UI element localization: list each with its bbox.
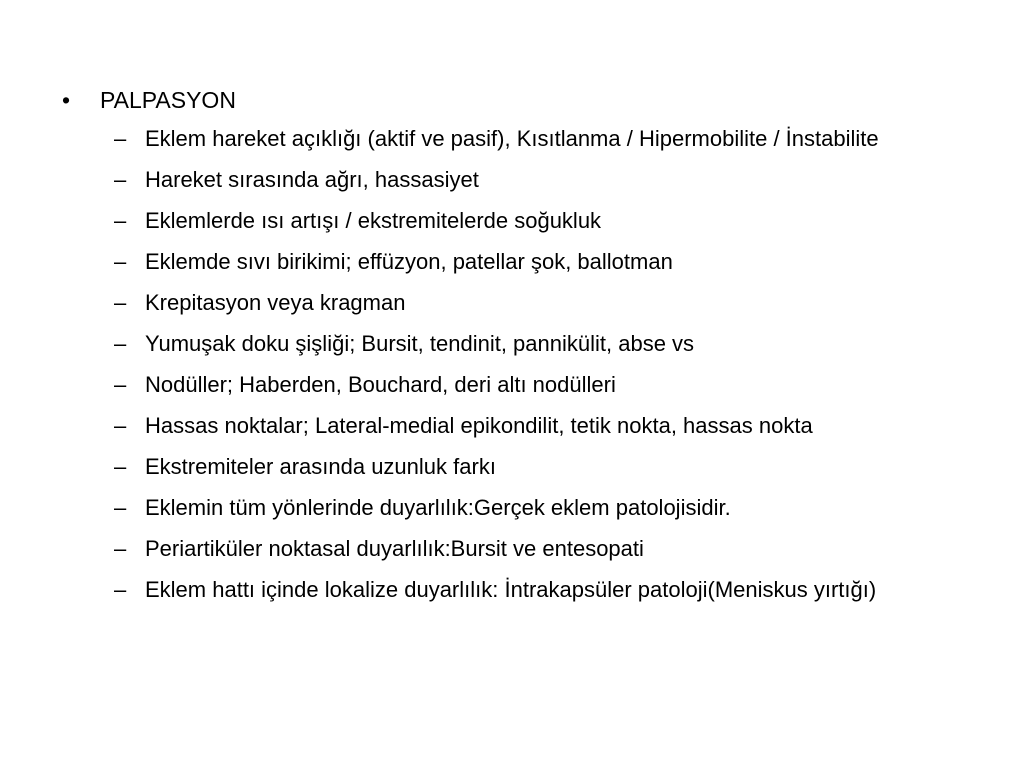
list-item bbox=[114, 327, 962, 361]
dash-icon: – bbox=[114, 372, 127, 397]
list-item bbox=[114, 368, 962, 402]
list-item-text: Eklemde sıvı birikimi; effüzyon, patellar şok, ballotman bbox=[145, 249, 673, 274]
dash-icon: – bbox=[114, 536, 127, 561]
list-item bbox=[114, 286, 962, 320]
dash-icon: – bbox=[114, 249, 127, 274]
list-item bbox=[114, 122, 962, 156]
list-item-text: Eklem hareket açıklığı (aktif ve pasif), Kısıtlanma / Hipermobilite / İnstabilite bbox=[145, 126, 879, 151]
list-item-text: Periartiküler noktasal duyarlılık:Bursit ve entesopati bbox=[145, 536, 644, 561]
list-item bbox=[114, 409, 962, 443]
list-item-text: Hareket sırasında ağrı, hassasiyet bbox=[145, 167, 479, 192]
top-bullet-item bbox=[62, 86, 962, 114]
list-item bbox=[114, 245, 962, 279]
list-item bbox=[114, 532, 962, 566]
dash-icon: – bbox=[114, 495, 127, 520]
list-item bbox=[114, 491, 962, 525]
bullet-icon: • bbox=[62, 87, 71, 113]
list-item-text: Ekstremiteler arasında uzunluk farkı bbox=[145, 454, 496, 479]
dash-icon: – bbox=[114, 126, 127, 151]
dash-icon: – bbox=[114, 413, 127, 438]
list-item-text: Eklemin tüm yönlerinde duyarlılık:Gerçek eklem patolojisidir. bbox=[145, 495, 731, 520]
list-item bbox=[114, 450, 962, 484]
dash-icon: – bbox=[114, 167, 127, 192]
sub-bullet-list bbox=[62, 122, 962, 607]
list-item bbox=[114, 163, 962, 197]
list-item bbox=[114, 573, 962, 607]
dash-icon: – bbox=[114, 577, 127, 602]
list-item-text: Yumuşak doku şişliği; Bursit, tendinit, pannikülit, abse vs bbox=[145, 331, 695, 356]
dash-icon: – bbox=[114, 208, 127, 233]
dash-icon: – bbox=[114, 454, 127, 479]
list-item-text: Hassas noktalar; Lateral-medial epikondilit, tetik nokta, hassas nokta bbox=[145, 413, 813, 438]
list-item bbox=[114, 204, 962, 238]
list-item-text: Krepitasyon veya kragman bbox=[145, 290, 406, 315]
bullet-list bbox=[62, 86, 962, 614]
section-heading: PALPASYON bbox=[100, 87, 236, 113]
list-item-text: Eklem hattı içinde lokalize duyarlılık: İntrakapsüler patoloji(Meniskus yırtığı) bbox=[145, 577, 877, 602]
list-item-text: Nodüller; Haberden, Bouchard, deri altı nodülleri bbox=[145, 372, 616, 397]
list-item-text: Eklemlerde ısı artışı / ekstremitelerde soğukluk bbox=[145, 208, 602, 233]
dash-icon: – bbox=[114, 290, 127, 315]
dash-icon: – bbox=[114, 331, 127, 356]
